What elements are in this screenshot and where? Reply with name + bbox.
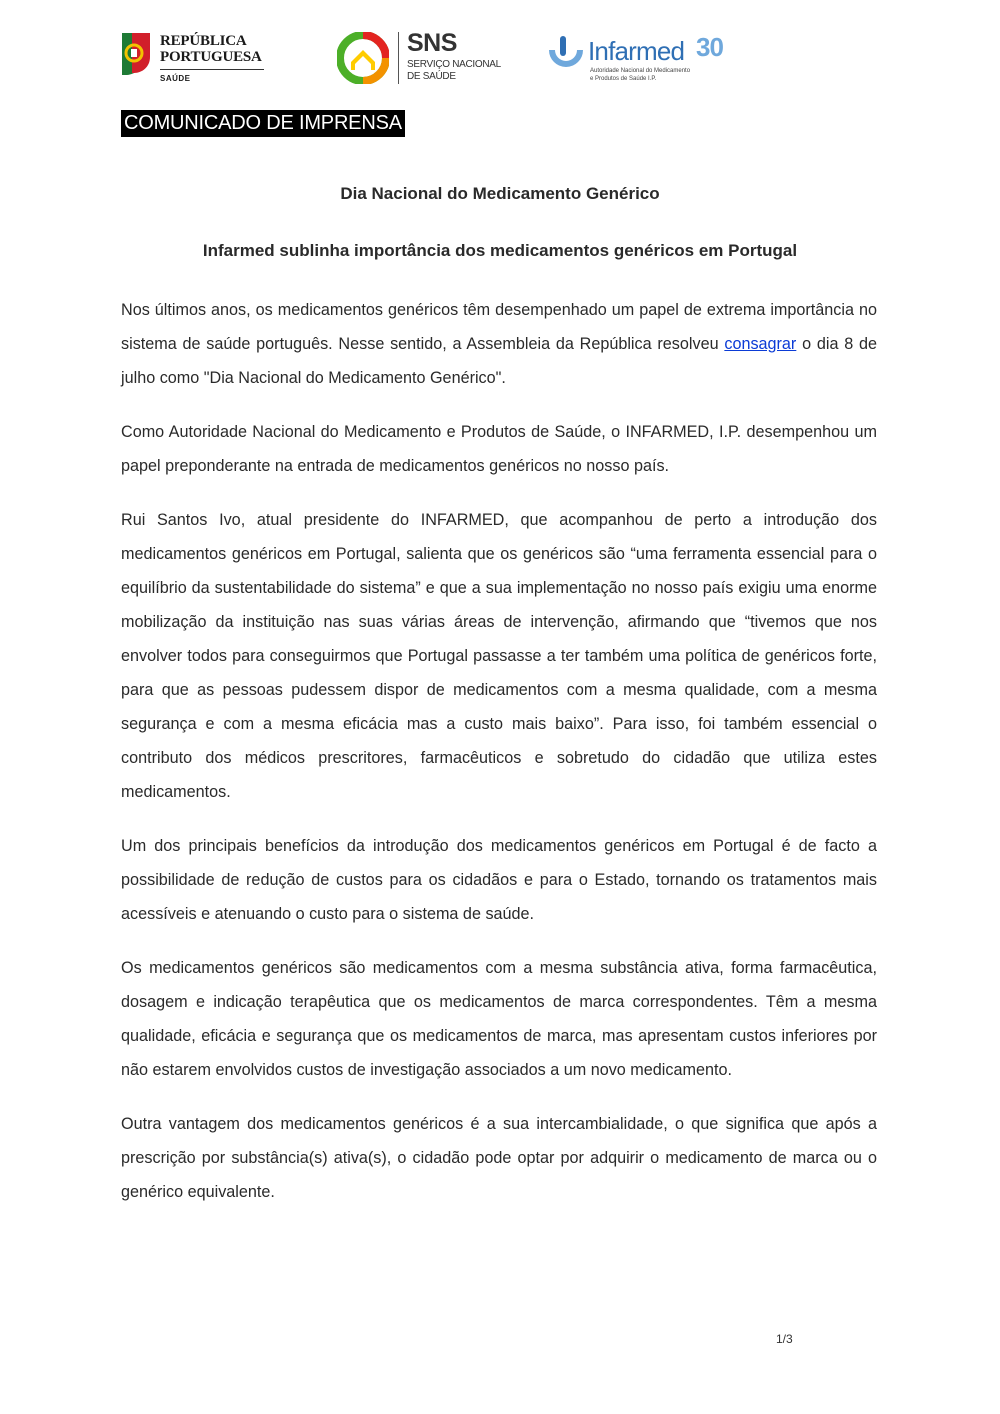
document-title: Dia Nacional do Medicamento Genérico — [340, 184, 660, 203]
paragraph-1-text-after: o dia 8 de julho como "Dia Nacional do Medicamento Genérico". — [121, 335, 878, 387]
sns-line2: DE SAÚDE — [407, 71, 456, 82]
sns-acronym: SNS — [407, 29, 457, 57]
republica-line1: REPÚBLICA — [160, 33, 247, 49]
paragraph-6: Outra vantagem dos medicamentos genéricos é a sua intercambialidade, o que significa que após a prescrição por substância(s) ativa(s), o cidadão pode optar por adquirir o medicamento de marca ou o genérico equivalente. — [121, 1115, 877, 1201]
sns-house-icon — [337, 32, 389, 84]
paragraph-3: Rui Santos Ivo, atual presidente do INFARMED, que acompanhou de perto a introdução dos medicamentos genéricos em Portugal, salienta que os genéricos são “uma ferramenta essencial para o equilíbrio da sustentabilidade do sistema” e que a sua implementação no nosso país exigiu uma enorme mobilização da instituição nas suas várias áreas de intervenção, afirmando que “tivemos que nos envolver todos para conseguirmos que Portugal passasse a ter também uma política de genéricos forte, para que as pessoas pudessem dispor de medicamentos com a mesma qualidade, com a mesma segurança e com a mesma eficácia mas a custo mais baixo”. Para isso, foi também essencial o contributo dos médicos prescritores, farmacêuticos e sobretudo do cidadão que utiliza estes medicamentos. — [121, 511, 877, 801]
sns-divider — [398, 32, 399, 84]
infarmed-mark-icon — [548, 34, 584, 74]
infarmed-line2: e Produtos de Saúde I.P. — [590, 76, 657, 82]
infarmed-line1: Autoridade Nacional do Medicamento — [590, 68, 691, 74]
document-subtitle: Infarmed sublinha importância dos medicamentos genéricos em Portugal — [202, 241, 798, 260]
consagrar-link[interactable]: consagrar — [724, 335, 797, 353]
republica-line2: PORTUGUESA — [160, 49, 262, 65]
republica-line3: SAÚDE — [160, 74, 191, 83]
paragraph-2: Como Autoridade Nacional do Medicamento e Produtos de Saúde, o INFARMED, I.P. desempenhou um papel preponderante na entrada de medicamentos genéricos no nosso país. — [121, 423, 877, 475]
sns-logo — [337, 28, 507, 90]
paragraph-1 — [121, 293, 877, 395]
sns-line1: SERVIÇO NACIONAL — [407, 59, 501, 70]
infarmed-wordmark: Infarmed — [588, 36, 685, 66]
republica-divider — [160, 69, 264, 70]
press-release-banner: COMUNICADO DE IMPRENSA — [121, 110, 405, 137]
republica-portuguesa-logo — [120, 28, 290, 90]
paragraph-4: Um dos principais benefícios da introdução dos medicamentos genéricos em Portugal é de facto a possibilidade de redução de custos para os cidadãos e para o Estado, tornando os tratamentos mais acessíveis e atenuando o custo para o sistema de saúde. — [121, 837, 877, 923]
document-body — [121, 293, 877, 1229]
infarmed-logo — [548, 28, 748, 90]
paragraph-1-text-before: Nos últimos anos, os medicamentos genéricos têm desempenhado um papel de extrema importância no sistema de saúde português. Nesse sentido, a Assembleia da República resolveu — [121, 301, 877, 353]
paragraph-5: Os medicamentos genéricos são medicamentos com a mesma substância ativa, forma farmacêutica, dosagem e indicação terapêutica que os medicamentos de marca correspondentes. Têm a mesma qualidade, eficácia e segurança que os medicamentos de marca, mas apresentam custos inferiores por não estarem envolvidos custos de investigação associados a um novo medicamento. — [121, 959, 877, 1079]
portugal-coat-of-arms-icon — [120, 31, 154, 77]
infarmed-anniversary: 30 — [696, 32, 723, 62]
page-number: 1/3 — [776, 1332, 793, 1346]
